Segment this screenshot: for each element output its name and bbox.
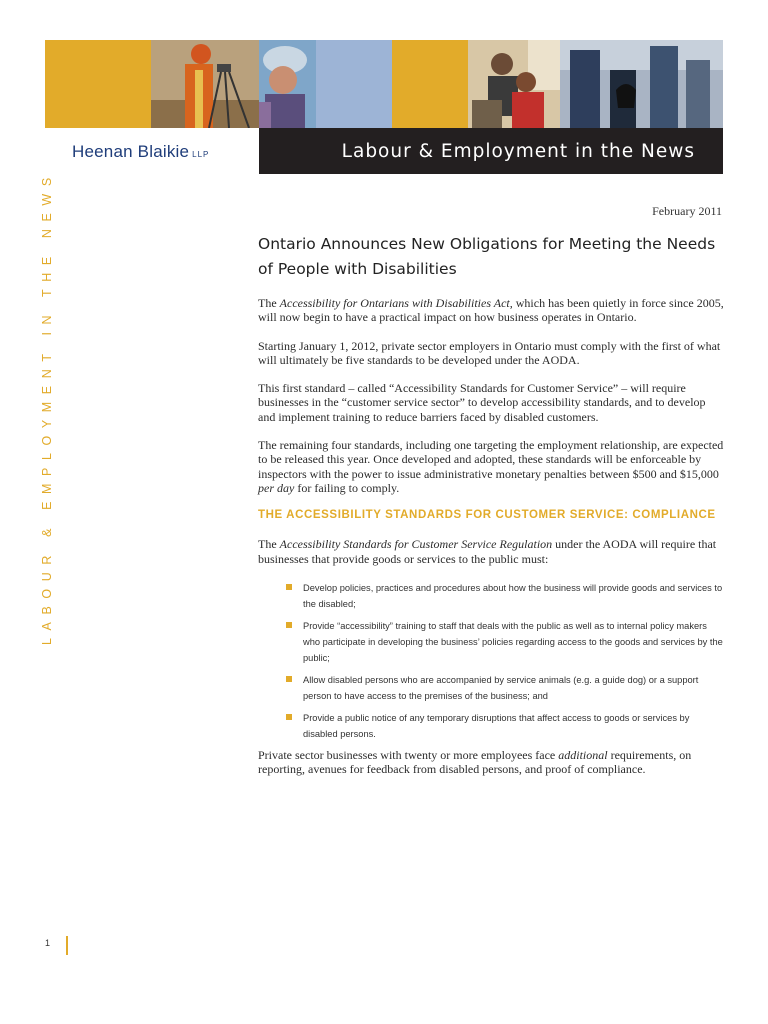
bullet-square-icon — [286, 584, 292, 590]
paragraph-5-text-b: under the AODA will require that businesses that provide goods or services to the public must: — [258, 537, 717, 566]
paragraph-6 — [258, 748, 725, 777]
issue-date: February 2011 — [652, 204, 722, 218]
newsletter-title-bar — [259, 128, 723, 174]
paragraph-5-text-a: The — [258, 537, 280, 552]
list-item — [286, 580, 725, 612]
paragraph-6-text-b: requirements, on reporting, avenues for feedback from disabled persons, and proof of compliance. — [258, 747, 692, 777]
list-item-text: Provide a public notice of any temporary disruptions that affect access to goods or services by disabled persons. — [303, 712, 690, 739]
paragraph-4 — [258, 438, 725, 495]
family-photo — [468, 40, 560, 128]
paragraph-1 — [258, 296, 725, 325]
paragraph-4-text-b: for failing to comply. — [294, 480, 400, 495]
article — [258, 232, 725, 790]
section-subhead: THE ACCESSIBILITY STANDARDS FOR CUSTOMER SERVICE: COMPLIANCE — [258, 509, 716, 522]
paragraph-1-text-a: The — [258, 296, 280, 310]
bullet-square-icon — [286, 676, 292, 682]
paragraph-2: Starting January 1, 2012, private sector employers in Ontario must comply with the first of what will ultimately be five standards to be developed under the AODA. — [258, 338, 721, 367]
bullet-square-icon — [286, 622, 292, 628]
firm-name: Heenan Blaikie — [72, 142, 190, 161]
banner-gold-block — [45, 40, 151, 128]
page-number-divider — [66, 936, 68, 955]
firm-suffix: LLP — [192, 150, 210, 159]
page-number: 1 — [45, 938, 51, 948]
newsletter-title: Labour & Employment in the News — [341, 140, 695, 162]
additional-emphasis: additional — [558, 747, 608, 762]
banner-blue-block — [316, 40, 392, 128]
act-title: Accessibility for Ontarians with Disabilities Act, — [279, 296, 513, 310]
list-item-text: Allow disabled persons who are accompanied by service animals (e.g. a guide dog) or a support person to have access to the premises of the business; and — [303, 674, 699, 701]
banner-gold-block-2 — [392, 40, 468, 128]
paragraph-6-text-a: Private sector businesses with twenty or more employees face — [258, 747, 559, 762]
requirements-list — [286, 580, 725, 742]
list-item — [286, 618, 725, 666]
bullet-square-icon — [286, 714, 292, 720]
list-item — [286, 672, 725, 704]
side-label: LABOUR & EMPLOYMENT IN THE NEWS — [40, 170, 54, 645]
header-banner — [45, 40, 723, 128]
regulation-title: Accessibility Standards for Customer Service Regulation — [279, 537, 553, 552]
hardhat-worker-photo — [259, 40, 316, 128]
list-item-text: Provide “accessibility” training to staff that deals with the public as well as to internal policy makers who participate in developing the business’ policies regarding access to the goods and services by the public; — [303, 620, 723, 663]
list-item — [286, 710, 725, 742]
paragraph-1-text-b: which has been quietly in force since 2005, will now begin to have a practical impact on how business operates in Ontario. — [258, 296, 724, 325]
paragraph-3: This first standard – called “Accessibility Standards for Customer Service” – will require businesses in the “customer service sector” to develop accessibility standards, and to develop and implement training to reduce barriers faced by disabled customers. — [258, 381, 706, 424]
article-headline: Ontario Announces New Obligations for Meeting the Needs of People with Disabilities — [258, 235, 716, 278]
paragraph-4-text-a: The remaining four standards, including one targeting the employment relationship, are expected to be released this year. Once developed and adopted, these standards will be enforceable by inspectors with the power to issue administrative monetary penalties between $500 and $15,000 — [258, 438, 724, 481]
surveyor-photo — [151, 40, 259, 128]
paragraph-5 — [258, 537, 725, 566]
list-item-text: Develop policies, practices and procedures about how the business will provide goods and services to the disabled; — [303, 582, 723, 609]
per-day-emphasis: per day — [258, 480, 295, 495]
firm-logo — [72, 142, 209, 162]
commuters-photo — [560, 40, 723, 128]
